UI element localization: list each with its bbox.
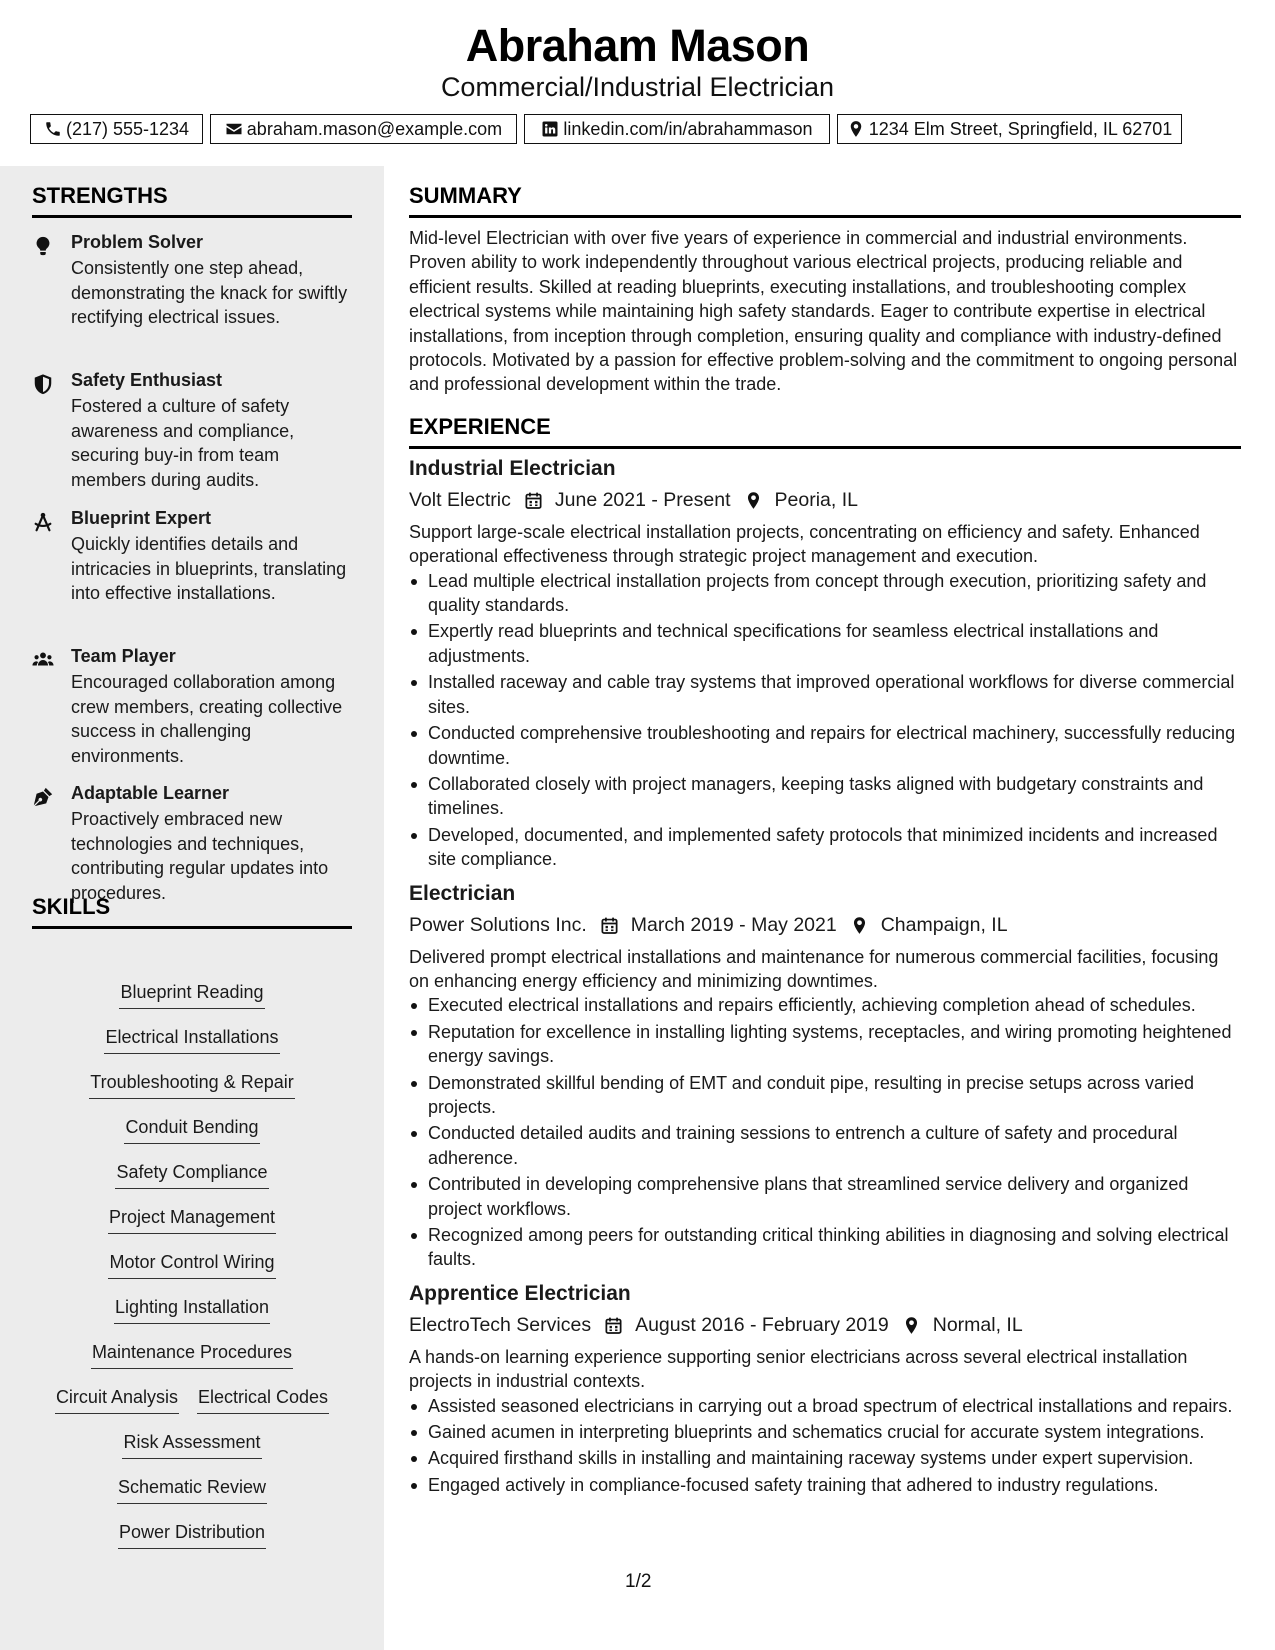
skill-tag: Circuit Analysis [55,1387,179,1414]
linkedin-text: linkedin.com/in/abrahammason [563,118,813,139]
skill-row [32,1522,352,1567]
skill-row [32,1117,352,1162]
job-bullet: Gained acumen in interpreting blueprints and schematics crucial for accurate system integrations. [409,1420,1241,1444]
job-meta [409,914,1241,938]
job-location: Peoria, IL [774,489,858,512]
calendar-icon [604,1316,623,1335]
job-bullet: Reputation for excellence in installing lighting systems, receptacles, and wiring promoting heightened energy savings. [409,1020,1241,1069]
skill-tag: Troubleshooting & Repair [89,1072,294,1099]
job-company: Volt Electric [409,489,511,512]
skill-tag: Blueprint Reading [119,982,264,1009]
skill-row [32,1342,352,1387]
job-desc: Support large-scale electrical installation projects, concentrating on efficiency and safety. Enhanced operational effectiveness through strategic project management and execution. [409,521,1200,567]
skill-tag: Conduit Bending [124,1117,259,1144]
resume-header [0,0,1275,166]
email-text: abraham.mason@example.com [246,118,503,139]
strength-desc: Encouraged collaboration among crew members, creating collective success in challenging environments. [71,672,343,766]
job-bullet: Acquired firsthand skills in installing and maintaining raceway systems under expert supervision. [409,1446,1241,1470]
skill-row [32,1207,352,1252]
strength-title: Problem Solver [71,232,204,252]
job-bullet: Lead multiple electrical installation projects from concept through execution, prioritizing safety and quality standards. [409,569,1241,618]
strength-desc: Fostered a culture of safety awareness and compliance, securing buy-in from team members during audits. [71,396,295,490]
job-entry [409,882,1241,1272]
skill-row [32,1432,352,1477]
job-dates: June 2021 - Present [554,489,731,512]
candidate-title: Commercial/Industrial Electrician [440,72,835,102]
pen-nib-icon [32,786,54,808]
skills-heading: SKILLS [32,894,352,929]
job-bullet: Conducted comprehensive troubleshooting and repairs for electrical machinery, successfully reducing downtime. [409,721,1241,770]
skill-tag: Maintenance Procedures [91,1342,293,1369]
phone-contact[interactable] [30,114,203,144]
users-icon [32,649,54,671]
job-bullet: Engaged actively in compliance-focused safety training that adhered to industry regulations. [409,1473,1241,1497]
skill-tag: Power Distribution [118,1522,266,1549]
skill-row [32,1072,352,1117]
skill-row [32,1252,352,1297]
job-entry [409,1282,1241,1497]
page-number: 1/2 [625,1571,652,1592]
lightbulb-icon [32,235,54,257]
job-bullet: Assisted seasoned electricians in carrying out a broad spectrum of electrical installations and repairs. [409,1394,1241,1418]
job-title: Apprentice Electrician [409,1281,631,1305]
map-marker-icon [850,916,869,935]
calendar-icon [600,916,619,935]
envelope-icon [225,120,243,138]
job-dates: March 2019 - May 2021 [630,914,837,937]
phone-text: (217) 555-1234 [65,118,190,139]
skill-tag: Schematic Review [117,1477,267,1504]
phone-icon [44,120,62,138]
job-bullet: Recognized among peers for outstanding critical thinking abilities in diagnosing and solving electrical faults. [409,1223,1241,1272]
linkedin-contact[interactable] [524,114,830,144]
experience-heading: EXPERIENCE [409,414,1241,449]
job-title: Industrial Electrician [409,456,616,480]
summary-heading: SUMMARY [409,183,1241,218]
skill-tag: Electrical Installations [104,1027,279,1054]
candidate-name: Abraham Mason [465,20,810,71]
skill-row [32,982,352,1027]
linkedin-icon [541,120,559,138]
address-contact [837,114,1182,144]
job-title: Electrician [409,881,516,905]
map-marker-icon [744,491,763,510]
strength-title: Blueprint Expert [71,508,212,528]
skill-tag: Lighting Installation [114,1297,270,1324]
job-location: Champaign, IL [880,914,1008,937]
strength-desc: Consistently one step ahead, demonstrating the knack for swiftly rectifying electrical issues. [71,258,348,327]
job-bullet: Conducted detailed audits and training sessions to entrench a culture of safety and procedural adherence. [409,1121,1241,1170]
main-column [409,166,1241,1499]
job-desc: A hands-on learning experience supporting senior electricians across several electrical installation projects in industrial contexts. [409,1346,1188,1392]
map-marker-icon [847,120,865,138]
job-company: ElectroTech Services [409,1314,592,1337]
strength-title: Safety Enthusiast [71,370,223,390]
shield-icon [32,373,54,395]
job-desc: Delivered prompt electrical installations and maintenance for numerous commercial facilities, focusing on enhancing energy efficiency and minimizing downtimes. [409,946,1219,991]
skill-row [32,1162,352,1207]
email-contact[interactable] [210,114,517,144]
map-marker-icon [902,1316,921,1335]
job-bullet: Expertly read blueprints and technical specifications for seamless electrical installations and adjustments. [409,619,1241,668]
job-bullet: Demonstrated skillful bending of EMT and conduit pipe, resulting in precise setups across varied projects. [409,1071,1241,1120]
strength-desc: Quickly identifies details and intricacies in blueprints, translating into effective installations. [71,534,347,603]
skill-row [32,1387,352,1432]
job-dates: August 2016 - February 2019 [635,1314,889,1337]
summary-text: Mid-level Electrician with over five years of experience in commercial and industrial environments. Proven ability to work independently throughout various electrical projects, producing reliable and efficient results. Skilled at reading blueprints, executing installations, and troubleshooting complex electrical systems while maintaining high safety standards. Eager to contribute expertise in electrical installations, from inception through completion, ensuring quality and compliance with industry-defined protocols. Motivated by a passion for effective problem-solving and the commitment to ongoing personal and professional development within the trade. [409,228,1238,395]
job-meta [409,1314,1241,1338]
calendar-icon [524,491,543,510]
job-bullet: Collaborated closely with project managers, keeping tasks aligned with budgetary constraints and timelines. [409,772,1241,821]
skill-row [32,1027,352,1072]
strength-desc: Proactively embraced new technologies and techniques, contributing regular updates into procedures. [71,809,329,903]
address-text: 1234 Elm Street, Springfield, IL 62701 [868,118,1173,139]
strength-title: Team Player [71,646,176,666]
skills-list [32,982,352,1567]
skill-tag: Safety Compliance [115,1162,268,1189]
skill-row [32,1477,352,1522]
job-entry [409,457,1241,872]
job-bullet: Executed electrical installations and repairs efficiently, achieving completion ahead of schedules. [409,993,1241,1017]
strengths-heading: STRENGTHS [32,183,352,218]
skill-tag: Electrical Codes [197,1387,329,1414]
skill-tag: Risk Assessment [122,1432,261,1459]
job-bullet: Developed, documented, and implemented safety protocols that minimized incidents and increased site compliance. [409,823,1241,872]
job-company: Power Solutions Inc. [409,914,587,937]
strength-title: Adaptable Learner [71,783,230,803]
skill-row [32,1297,352,1342]
skill-tag: Motor Control Wiring [108,1252,275,1279]
job-meta [409,489,1241,513]
job-bullet: Contributed in developing comprehensive plans that streamlined service delivery and organized project workflows. [409,1172,1241,1221]
skill-tag: Project Management [108,1207,276,1234]
job-location: Normal, IL [932,1314,1023,1337]
job-bullet: Installed raceway and cable tray systems that improved operational workflows for diverse commercial sites. [409,670,1241,719]
compass-drafting-icon [32,511,54,533]
